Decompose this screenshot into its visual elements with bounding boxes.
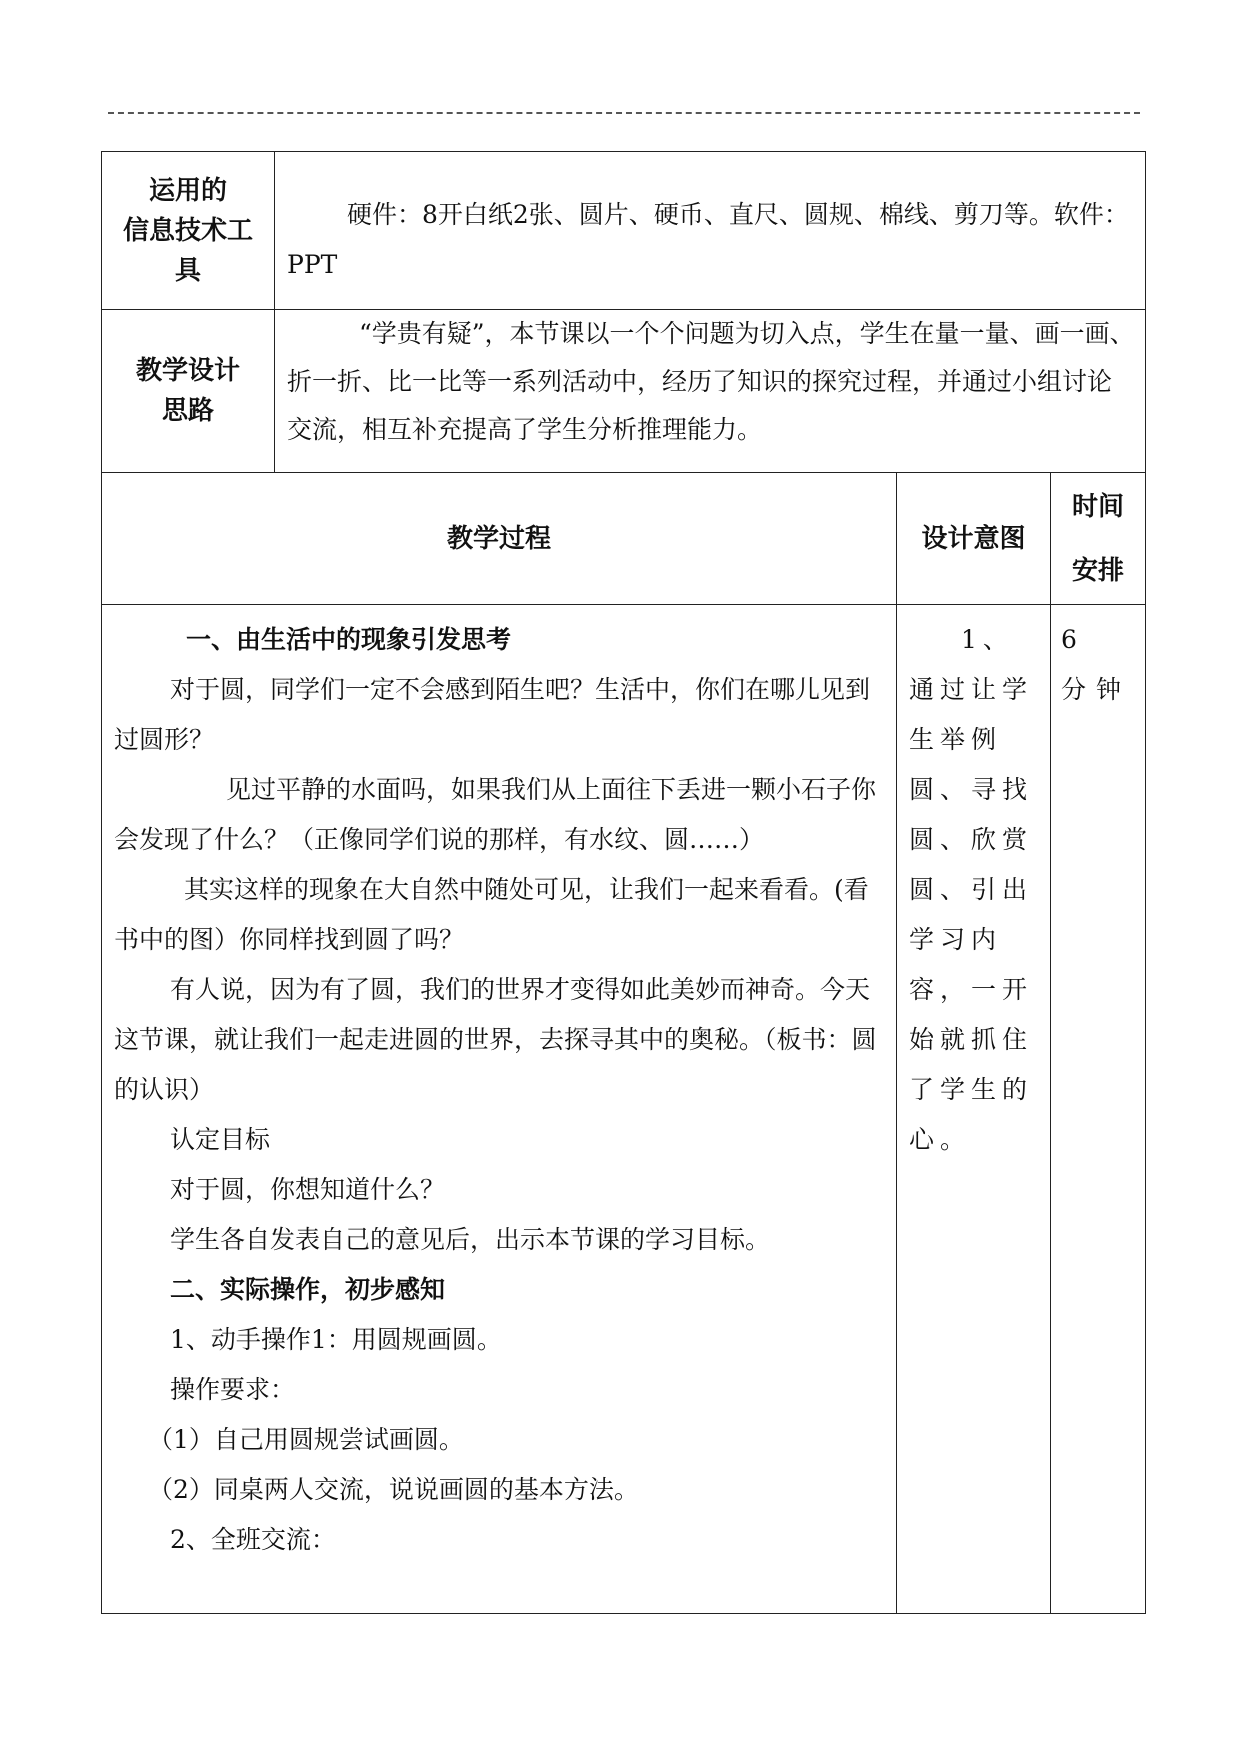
info-table xyxy=(101,151,1146,473)
design-content: “学贵有疑”，本节课以一个个问题为切入点，学生在量一量、画一画、折一折、比一比等一系列活动中，经历了知识的探究过程，并通过小组讨论交流，相互补充提高了学生分析推理能力。 xyxy=(287,319,1135,444)
header-dashed-rule xyxy=(108,112,1140,114)
process-header-row xyxy=(102,473,1146,605)
process-body-row xyxy=(102,605,1146,1614)
design-label-line: 教学设计 xyxy=(135,356,240,386)
paragraph: 有人说，因为有了圆，我们的世界才变得如此美妙而神奇。今天这节课，就让我们一起走进圆的世界，去探寻其中的奥秘。（板书：圆的认识） xyxy=(114,975,877,1104)
intent-header: 设计意图 xyxy=(897,473,1051,605)
tools-label-line: 运用的 xyxy=(148,175,227,206)
time-header-line: 时间 xyxy=(1071,491,1124,522)
design-content-cell xyxy=(275,310,1146,473)
time-header-line: 安排 xyxy=(1071,555,1124,586)
process-header: 教学过程 xyxy=(102,473,897,605)
process-content-cell xyxy=(102,605,897,1614)
tools-row xyxy=(102,152,1146,310)
design-row xyxy=(102,310,1146,473)
paragraph: （2）同桌两人交流，说说画圆的基本方法。 xyxy=(148,1475,639,1504)
design-label-line: 思路 xyxy=(161,396,214,426)
paragraph: （1）自己用圆规尝试画圆。 xyxy=(148,1425,464,1454)
tools-content-cell xyxy=(275,152,1146,310)
intent-text: 1、通过让学生举例圆、寻找圆、欣赏圆、引出学习内容，一开始就抓住了学生的心。 xyxy=(909,625,1034,1154)
tools-label-line: 具 xyxy=(174,255,201,286)
paragraph: 对于圆，同学们一定不会感到陌生吧？生活中，你们在哪儿见到过圆形？ xyxy=(114,675,871,754)
paragraph: 对于圆，你想知道什么？ xyxy=(170,1175,446,1204)
time-header xyxy=(1051,473,1146,605)
paragraph: 见过平静的水面吗，如果我们从上面往下丢进一颗小石子你会发现了什么？（正像同学们说的那样，有水纹、圆……） xyxy=(114,775,877,854)
time-text: 6 分钟 xyxy=(1061,625,1132,704)
tools-content: 硬件：8开白纸2张、圆片、硬币、直尺、圆规、棉线、剪刀等。软件：PPT xyxy=(287,199,1129,279)
section-title: 二、实际操作，初步感知 xyxy=(170,1275,446,1304)
paragraph: 认定目标 xyxy=(170,1125,271,1154)
paragraph: 其实这样的现象在大自然中随处可见，让我们一起来看看。(看书中的图）你同样找到圆了吗？ xyxy=(114,875,869,954)
intent-content-cell xyxy=(897,605,1051,1614)
paragraph: 2、全班交流： xyxy=(170,1525,336,1554)
process-table xyxy=(101,472,1146,1614)
paragraph: 操作要求： xyxy=(170,1375,296,1404)
tools-label-cell xyxy=(102,152,275,310)
section-title: 一、由生活中的现象引发思考 xyxy=(186,625,512,654)
time-content-cell xyxy=(1051,605,1146,1614)
paragraph: 1、动手操作1：用圆规画圆。 xyxy=(170,1325,502,1354)
design-label-cell xyxy=(102,310,275,473)
paragraph: 学生各自发表自己的意见后，出示本节课的学习目标。 xyxy=(170,1225,771,1254)
tools-label-line: 信息技术工 xyxy=(122,215,253,246)
